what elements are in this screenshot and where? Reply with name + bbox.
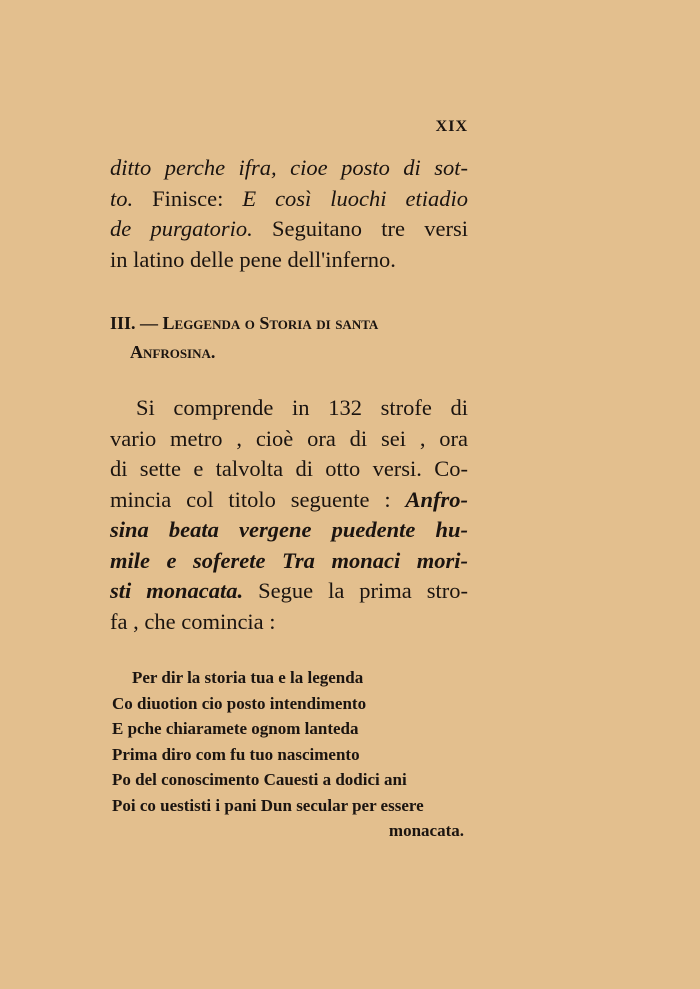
plain-text: in latino delle pene dell'inferno. xyxy=(110,246,396,272)
verse-block xyxy=(112,665,472,844)
text-line xyxy=(110,515,468,546)
section-heading-line2: Anfrosina. xyxy=(130,342,216,362)
text-line xyxy=(110,485,468,516)
plain-text: fa , che comincia : xyxy=(110,608,276,634)
text-line xyxy=(110,184,468,215)
text-line xyxy=(110,214,468,245)
plain-text: di sette e talvolta di otto versi. Co- xyxy=(110,456,468,481)
verse-line: Poi co uestisti i pani Dun secular per essere xyxy=(112,795,424,815)
emphasized-text: Anfro- xyxy=(405,486,468,512)
page-number: XIX xyxy=(435,118,468,135)
section-heading-line1: III. — Leggenda o Storia di santa xyxy=(110,313,379,333)
verse-line-tail: monacata. xyxy=(388,821,464,840)
verse-line: Co diuotion cio posto intendimento xyxy=(112,693,367,713)
emphasized-text: sti monacata. xyxy=(110,578,244,603)
plain-text: Finisce: xyxy=(133,185,243,211)
text-line xyxy=(110,153,468,184)
verse-line: Po del conoscimento Cauesti a dodici ani xyxy=(112,770,407,789)
emphasized-text: sina beata vergene puedente hu- xyxy=(110,517,468,542)
plain-text: vario metro , cioè ora di sei , ora xyxy=(110,425,468,451)
section-heading xyxy=(110,309,468,367)
emphasized-text: de purgatorio. xyxy=(110,216,253,241)
paragraph-description xyxy=(110,393,468,637)
text-line xyxy=(110,393,468,424)
verse-line: Prima diro com fu tuo nascimento xyxy=(112,744,360,764)
plain-text: Seguitano tre versi xyxy=(252,216,468,241)
text-line xyxy=(110,454,468,485)
plain-text: Segue la prima stro- xyxy=(243,578,468,603)
plain-text: Si comprende in 132 strofe di xyxy=(136,395,468,420)
verse-line: E pche chiaramete ognom lanteda xyxy=(112,719,359,738)
emphasized-text: E così luochi etiadio xyxy=(242,185,468,211)
paragraph-continuation xyxy=(110,153,468,275)
emphasized-text: mile e soferete Tra monaci mori- xyxy=(110,547,468,573)
verse-line: Per dir la storia tua e la legenda xyxy=(132,668,364,687)
text-line xyxy=(110,546,468,577)
emphasized-text: to. xyxy=(110,185,134,211)
text-line xyxy=(110,607,468,638)
text-line xyxy=(110,424,468,455)
text-line xyxy=(110,576,468,607)
emphasized-text: ditto perche ifra, cioe posto di sot- xyxy=(110,155,468,180)
text-line xyxy=(110,245,468,276)
plain-text: mincia col titolo seguente : xyxy=(110,486,406,512)
